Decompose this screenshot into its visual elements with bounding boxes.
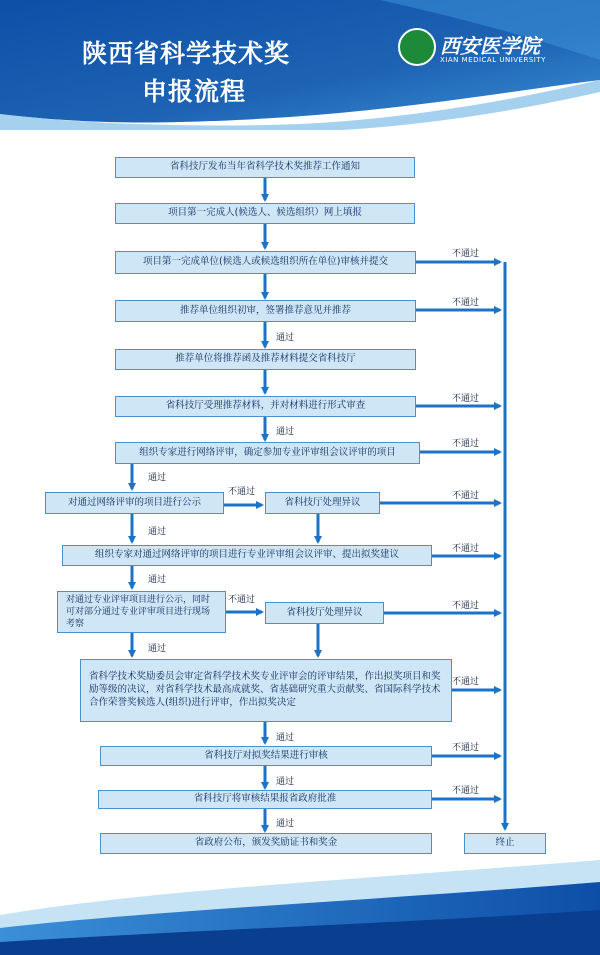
- fail-label: 不通过: [228, 595, 256, 605]
- pass-label: 通过: [148, 575, 167, 585]
- fail-label: 不通过: [228, 487, 256, 497]
- step-2-online-application: 项目第一完成人(候选人、候选组织）网上填报: [115, 203, 415, 224]
- university-logo-name: 西安医学院: [440, 34, 540, 58]
- step-8-publicity: 对通过网络评审的项目进行公示: [45, 492, 224, 514]
- fail-label: 不通过: [452, 394, 480, 404]
- fail-label: 不通过: [452, 439, 480, 449]
- fail-label: 不通过: [452, 601, 480, 611]
- pass-label: 通过: [276, 819, 295, 829]
- fail-label: 不通过: [452, 544, 480, 554]
- step-11-committee-decision: 省科学技术奖励委员会审定省科学技术奖专业评审会的评审结果，作出拟奖项目和奖励等级的决议，对省科学技术最高成就奖、省基础研究重大贡献奖、省国际科学技术合作荣誉奖候选人(组织)进行评审，作出拟奖决定: [80, 659, 452, 722]
- footer-background: [0, 860, 600, 955]
- fail-label: 不通过: [452, 491, 480, 501]
- pass-label: 通过: [148, 644, 167, 654]
- page-title-line1: 陕西省科学技术奖: [82, 39, 291, 68]
- pass-label: 通过: [276, 427, 295, 437]
- page-title-line2: 申报流程: [142, 77, 247, 106]
- step-12-ministry-audit: 省科技厅对拟奖结果进行审核: [100, 746, 432, 766]
- step-10-publicity-inspection: 对通过专业评审项目进行公示，同时可对部分通过专业评审项目进行现场考察: [57, 591, 226, 633]
- step-9-panel-review: 组织专家对通过网络评审的项目进行专业评审组会议评审、提出拟奖建议: [62, 545, 432, 566]
- pass-label: 通过: [276, 777, 295, 787]
- step-3-unit-review: 项目第一完成单位(候选人或候选组织所在单位)审核并提交: [115, 251, 416, 274]
- pass-label: 通过: [276, 733, 295, 743]
- fail-label: 不通过: [452, 249, 480, 259]
- step-1-notice: 省科技厅发布当年省科学技术奖推荐工作通知: [115, 157, 415, 178]
- fail-label: 不通过: [452, 677, 480, 687]
- pass-label: 通过: [276, 333, 295, 343]
- step-5-submit-materials: 推荐单位将推荐函及推荐材料提交省科技厅: [115, 349, 416, 370]
- step-14-announcement: 省政府公布，颁发奖励证书和奖金: [100, 833, 432, 854]
- footer-wave: [0, 860, 600, 955]
- pass-label: 通过: [148, 527, 167, 537]
- fail-label: 不通过: [452, 298, 480, 308]
- pass-label: 通过: [148, 473, 167, 483]
- step-7-online-expert-review: 组织专家进行网络评审，确定参加专业评审组会议评审的项目: [115, 442, 420, 464]
- step-6-formal-review: 省科技厅受理推荐材料，并对材料进行形式审查: [115, 396, 416, 417]
- step-10b-objection-handling: 省科技厅处理异议: [265, 602, 384, 624]
- fail-label: 不通过: [452, 786, 480, 796]
- step-13-government-approval: 省科技厅将审核结果报省政府批准: [98, 790, 432, 809]
- fail-label: 不通过: [452, 743, 480, 753]
- university-logo-sub: XIAN MEDICAL UNIVERSITY: [440, 56, 546, 64]
- step-4-initial-review: 推荐单位组织初审，签署推荐意见并推荐: [115, 300, 416, 322]
- step-8b-objection-handling: 省科技厅处理异议: [265, 492, 380, 514]
- terminate-box: 终止: [464, 833, 546, 854]
